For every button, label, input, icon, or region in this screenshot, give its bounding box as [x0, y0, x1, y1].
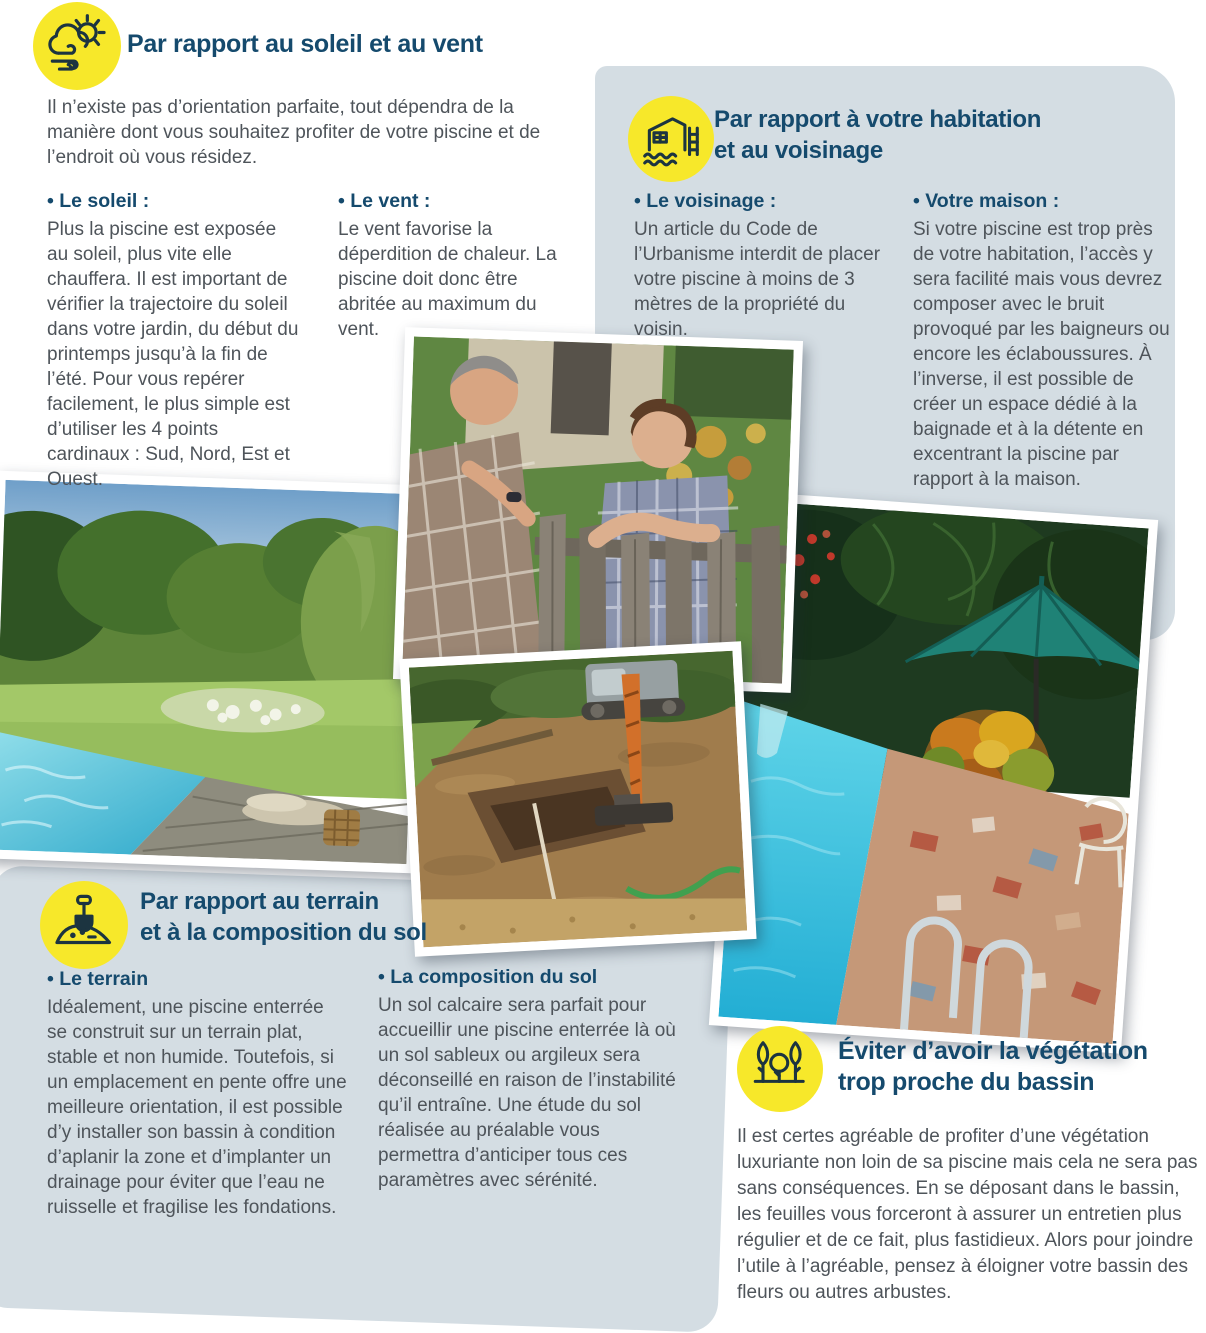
shovel-icon-graphic: [49, 890, 119, 960]
title-line-1: Éviter d’avoir la végétation: [838, 1037, 1148, 1065]
vegetation-paragraph: Il est certes agréable de profiter d’une végétation luxuriante non loin de sa piscine mais cela ne sera pas sans conséquences. En se déposant dans le bassin, les feuilles vous forceront à assurer un entretien plus régulier et de ce fait, plus fastidieux. Alors pour joindre l’utile à l’agréable, pensez à éloigner votre bassin des fleurs ou autres arbustes.: [737, 1126, 1198, 1303]
col-heading-terrain: • Le terrain: [47, 968, 149, 990]
col-heading-composition-sol: • La composition du sol: [378, 966, 598, 988]
trees-icon: [737, 1026, 823, 1112]
excavation-photo-graphic: [409, 651, 747, 948]
pool-garden-photo: [0, 471, 429, 874]
section-title-habitation: [714, 104, 1041, 166]
pool-garden-photo-graphic: [0, 480, 419, 864]
house-pool-icon: [628, 96, 714, 182]
col-body-maison: Si votre piscine est trop près de votre habitation, l’accès y sera facilité mais vous devrez composer avec le bruit provoqué par les baigneurs ou encore les éclaboussures. À l’inverse, il est possible de créer un espace dédié à la baignade et à la détente en excentrant la piscine par rapport à la maison.: [913, 219, 1170, 490]
trees-icon-graphic: [746, 1035, 814, 1103]
section-title-soleil-vent: [127, 29, 483, 60]
col-heading-voisinage: • Le voisinage :: [634, 190, 777, 212]
col-heading-soleil: • Le soleil :: [47, 190, 150, 212]
shovel-icon: [40, 881, 128, 969]
section-title-vegetation: [838, 1036, 1148, 1098]
title-line-1: Par rapport à votre habitation: [714, 106, 1042, 133]
col-body-voisinage: Un article du Code de l’Urbanisme interdit de placer votre piscine à moins de 3 mètres de la propriété du voisin.: [634, 219, 881, 340]
col-body-soleil: Plus la piscine est exposée au soleil, plus vite elle chauffera. Il est important de vérifier la trajectoire du soleil dans votre jardin, du début du printemps jusqu’à la fin de l’été. Pour vous repérer facilement, le plus simple est d’utiliser les 4 points cardinaux : Sud, Nord, Est et Ouest.: [47, 219, 299, 490]
title-text: Par rapport au soleil et au vent: [127, 30, 483, 58]
house-pool-icon-graphic: [637, 105, 705, 173]
section-title-terrain: [140, 886, 427, 948]
title-line-1: Par rapport au terrain: [140, 888, 379, 915]
col-body-terrain: Idéalement, une piscine enterrée se construit sur un terrain plat, stable et non humide. Toutefois, si un emplacement en pente offre une meilleure orientation, il est possible d’y installer son bassin à condition d’aplanir la zone et d’implanter un drainage pour éviter que l’eau ne ruisselle et fragilise les fondations.: [47, 997, 347, 1218]
sun-cloud-wind-icon-graphic: [42, 11, 112, 81]
excavation-photo: [399, 641, 756, 956]
title-line-2: et au voisinage: [714, 137, 883, 164]
sun-cloud-wind-icon: [33, 2, 121, 90]
col-body-composition-sol: Un sol calcaire sera parfait pour accueillir une piscine enterrée là où un sol sableux ou argileux sera déconseillé en raison de l’instabilité qu’il entraîne. Une étude du sol réalisée au préalable vous permettra d’anticiper tous ces paramètres avec sérénité.: [378, 995, 676, 1191]
intro-paragraph: Il n’existe pas d’orientation parfaite, tout dépendra de la manière dont vous souhaitez profiter de votre piscine et de l’endroit où vous résidez.: [47, 97, 541, 168]
neighbors-fence-photo-graphic: [402, 336, 793, 683]
neighbors-fence-photo: [393, 327, 803, 693]
col-heading-vent: • Le vent :: [338, 190, 431, 212]
col-heading-maison: • Votre maison :: [913, 190, 1060, 212]
title-line-2: et à la composition du sol: [140, 919, 427, 946]
col-body-vent: Le vent favorise la déperdition de chaleur. La piscine doit donc être abritée au maximum du vent.: [338, 219, 557, 340]
title-line-2: trop proche du bassin: [838, 1068, 1095, 1096]
